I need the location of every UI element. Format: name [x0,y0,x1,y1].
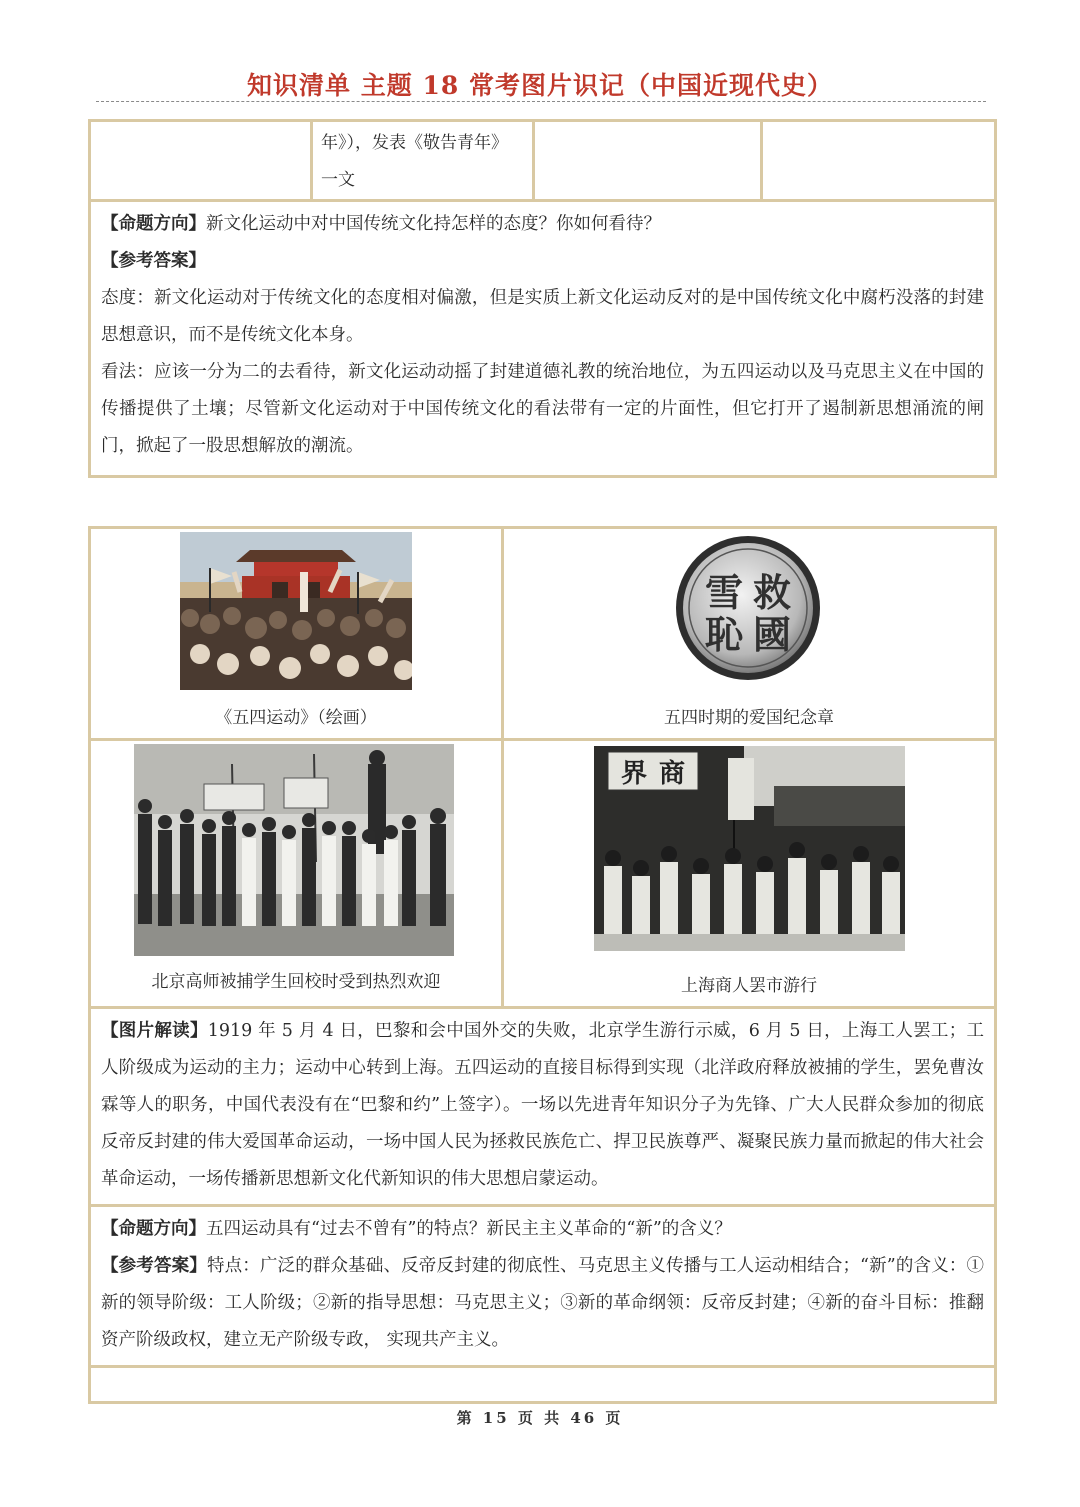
answer-paragraph-2 [101,1248,984,1359]
students-cell [90,740,503,1008]
students-photo [134,744,454,956]
painting-cell [90,528,503,740]
carry-over-line-2: 一文 [321,170,355,190]
strike-cell [503,740,996,1008]
question-text: 新文化运动中对中国传统文化持怎样的态度？你如何看待？ [206,214,661,234]
badge-char-jiu: 救 [752,570,792,615]
badge-illustration [672,534,824,682]
page-title: 知识清单 主题 18 常考图片识记（中国近现代史） [247,71,833,100]
badge-char-xue: 雪 [704,570,744,615]
badge-cell [503,528,996,740]
title-divider [96,101,986,102]
empty-cell [534,121,762,201]
strike-photo-illustration [594,746,905,951]
students-caption: 北京高师被捕学生回校时受到热烈欢迎 [151,972,441,992]
empty-row [90,1367,996,1403]
students-photo-illustration [134,744,454,956]
interpretation-cell [90,1008,996,1206]
painting-caption: 《五四运动》（绘画） [215,708,377,728]
answer-tag-2: 【参考答案】 [101,1256,207,1276]
interpretation-tag: 【图片解读】 [101,1021,208,1041]
answer-heading [101,243,984,280]
answer-tag: 【参考答案】 [101,251,206,271]
question-tag-2: 【命题方向】 [101,1219,206,1239]
top-table [88,119,997,478]
question-answer-cell-2 [90,1206,996,1367]
answer-paragraph-view: 看法：应该一分为二的去看待，新文化运动动摇了封建道德礼教的统治地位，为五四运动以及马克思主义在中国的传播提供了土壤；尽管新文化运动对于中国传统文化的看法带有一定的片面性，但它打开了遏制新思想涌流的闸门，掀起了一股思想解放的潮流。 [101,362,984,456]
shanghai-strike-photo [594,746,905,951]
carry-over-cell [312,121,534,201]
empty-cell [762,121,996,201]
interpretation-text: 1919 年 5 月 4 日，巴黎和会中国外交的失败，北京学生游行示威，6 月 5 日，上海工人罢工；工人阶级成为运动的主力；运动中心转到上海。五四运动的直接目标得到实现（北洋政府释放被捕的学生，罢免曹汝霖等人的职务，中国代表没有在“巴黎和约”上签字）。一场以先进青年知识分子为先锋、广大人民群众参加的彻底反帝反封建的伟大爱国革命运动，一场中国人民为拯救民族危亡、捍卫民族尊严、凝聚民族力量而掀起的伟大社会革命运动，一场传播新思想新文化代新知识的伟大思想启蒙运动。 [101,1021,984,1189]
question-line-2 [101,1211,984,1248]
interpretation-paragraph [101,1013,984,1198]
sign-char-shang: 商 [658,759,686,789]
badge-char-chi: 恥 [704,612,744,657]
question-answer-cell [90,201,996,477]
answer-paragraph-attitude: 态度：新文化运动对于传统文化的态度相对偏激，但是实质上新文化运动反对的是中国传统文化中腐朽没落的封建思想意识，而不是传统文化本身。 [101,288,984,345]
question-tag: 【命题方向】 [101,214,206,234]
empty-cell [90,121,312,201]
painting-illustration [180,532,412,690]
sign-char-jie: 界 [620,759,648,789]
patriotic-badge [672,534,824,682]
carry-over-line-1: 年》），发表《敬告青年》 [321,133,508,153]
strike-caption: 上海商人罢市游行 [681,976,817,996]
badge-char-guo: 國 [752,612,792,657]
may-fourth-painting [180,532,412,690]
answer-text-2: 特点：广泛的群众基础、反帝反封建的彻底性、马克思主义传播与工人运动相结合；“新”的含义：①新的领导阶级：工人阶级；②新的指导思想：马克思主义；③新的革命纲领：反帝反封建；④新的奋斗目标：推翻资产阶级政权，建立无产阶级专政， 实现共产主义。 [101,1256,985,1350]
question-line [101,206,984,243]
question-text-2: 五四运动具有“过去不曾有”的特点？新民主主义革命的“新”的含义？ [206,1219,732,1239]
image-table [88,526,997,1404]
badge-caption: 五四时期的爱国纪念章 [664,708,834,728]
page-number: 第 15 页 共 46 页 [456,1409,624,1427]
